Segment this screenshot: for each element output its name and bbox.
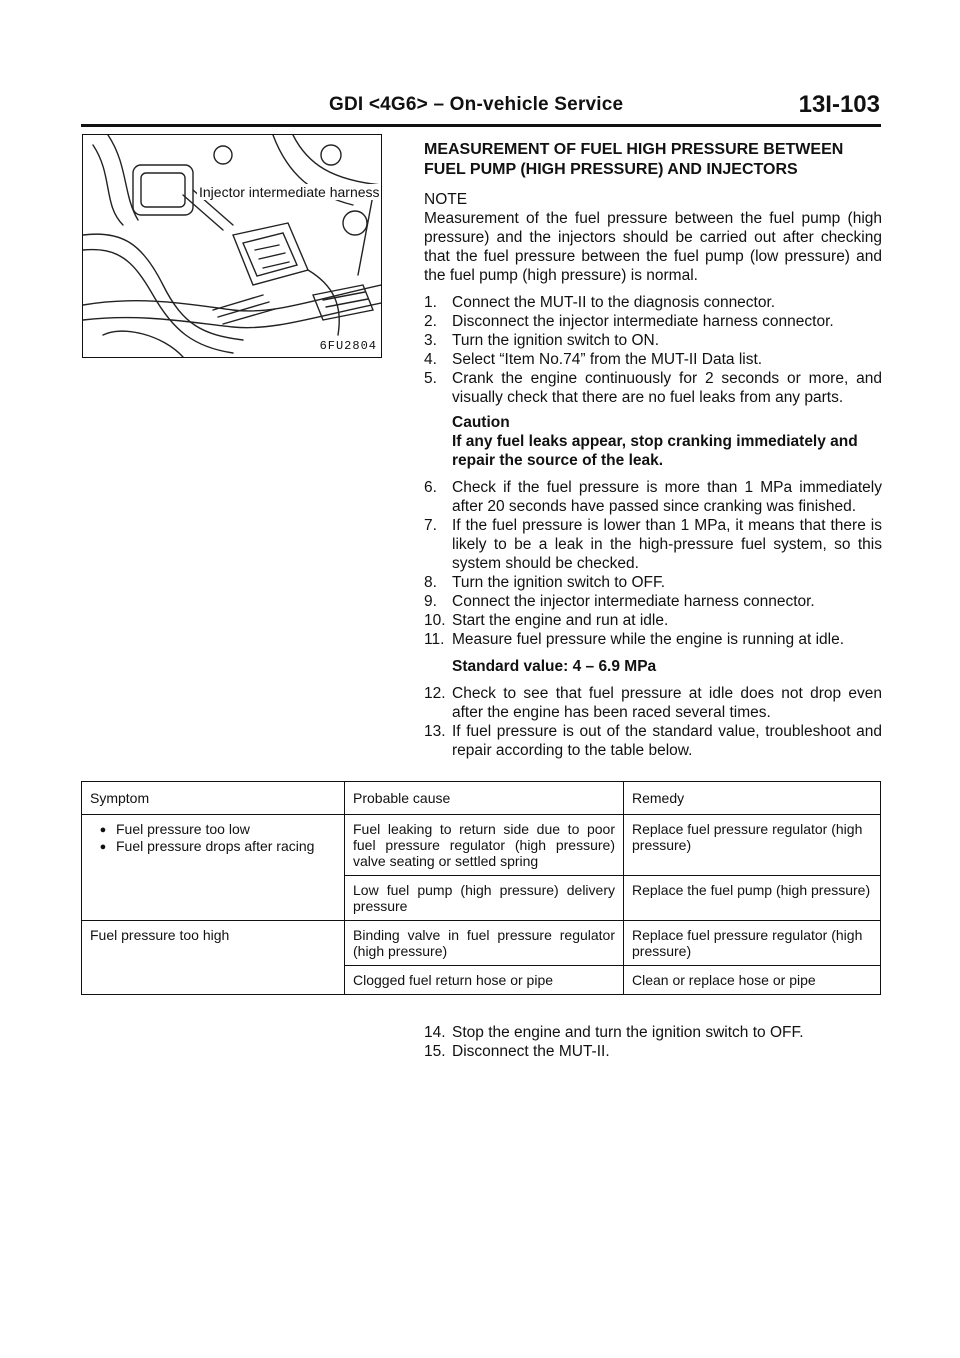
step-number: 14. — [424, 1024, 446, 1041]
step-item — [424, 369, 882, 407]
procedure-steps — [424, 293, 882, 407]
caution-block — [452, 413, 882, 470]
procedure-steps-continued — [424, 478, 882, 649]
step-item — [424, 478, 882, 516]
table-row — [82, 921, 881, 966]
step-text: Turn the ignition switch to ON. — [452, 332, 660, 349]
symptom-item — [90, 838, 336, 855]
note-label: NOTE — [424, 191, 468, 208]
cause-cell: Binding valve in fuel pressure regulator (high pressure) — [345, 921, 624, 966]
step-number: 8. — [424, 574, 437, 591]
standard-value: Standard value: 4 – 6.9 MPa — [452, 658, 657, 675]
procedure-column — [424, 140, 882, 760]
procedure-steps-closing — [424, 1023, 882, 1061]
figure-callout-label: Injector intermediate harness — [199, 184, 380, 200]
step-item — [424, 516, 882, 573]
remedy-cell: Clean or replace hose or pipe — [624, 966, 881, 995]
step-item — [424, 293, 882, 312]
symptom-item — [90, 821, 336, 838]
caution-text: If any fuel leaks appear, stop cranking immediately and repair the source of the leak. — [452, 433, 858, 469]
step-item — [424, 630, 882, 649]
step-text: Measure fuel pressure while the engine is running at idle. — [452, 631, 845, 648]
step-item — [424, 722, 882, 760]
figure-code: 6FU2804 — [319, 339, 377, 353]
step-number: 5. — [424, 370, 437, 387]
step-number: 6. — [424, 479, 437, 496]
table-header-symptom: Symptom — [82, 782, 345, 815]
symptom-text: Fuel pressure drops after racing — [116, 838, 315, 854]
step-text: Connect the MUT-II to the diagnosis connector. — [452, 294, 776, 311]
step-number: 1. — [424, 294, 437, 311]
troubleshooting-table — [81, 781, 881, 995]
table-header-row — [82, 782, 881, 815]
section-heading — [424, 140, 882, 180]
section-heading-line2: FUEL PUMP (HIGH PRESSURE) AND INJECTORS — [424, 161, 798, 178]
step-number: 3. — [424, 332, 437, 349]
step-text: Start the engine and run at idle. — [452, 612, 669, 629]
section-heading-line1: MEASUREMENT OF FUEL HIGH PRESSURE BETWEEN — [424, 141, 844, 158]
step-number: 4. — [424, 351, 437, 368]
engine-bay-drawing — [83, 135, 381, 357]
cause-cell: Low fuel pump (high pressure) delivery pressure — [345, 876, 624, 921]
step-item — [424, 350, 882, 369]
closing-steps — [424, 1023, 882, 1061]
step-item — [424, 684, 882, 722]
bullet-icon: ● — [99, 841, 107, 853]
step-number: 9. — [424, 593, 437, 610]
step-text: Connect the injector intermediate harness connector. — [452, 593, 815, 610]
caution-label: Caution — [452, 414, 510, 431]
step-item — [424, 592, 882, 611]
step-number: 12. — [424, 685, 446, 702]
step-text: If the fuel pressure is lower than 1 MPa, it means that there is likely to be a leak in the high-pressure fuel system, so this system should be checked. — [452, 517, 882, 572]
step-text: Turn the ignition switch to OFF. — [452, 574, 666, 591]
table-header-cause: Probable cause — [345, 782, 624, 815]
step-text: Stop the engine and turn the ignition switch to OFF. — [452, 1024, 804, 1041]
step-number: 7. — [424, 517, 437, 534]
step-item — [424, 312, 882, 331]
cause-cell: Fuel leaking to return side due to poor fuel pressure regulator (high pressure) valve seating or settled spring — [345, 815, 624, 876]
remedy-cell: Replace the fuel pump (high pressure) — [624, 876, 881, 921]
step-text: Select “Item No.74” from the MUT-II Data list. — [452, 351, 763, 368]
note-text: Measurement of the fuel pressure between the fuel pump (high pressure) and the injectors should be carried out after checking that the fuel pressure between the fuel pump (low pressure) and the fuel pump (high pressure) is normal. — [424, 210, 882, 284]
page-header-title: GDI <4G6> – On-vehicle Service — [329, 94, 624, 115]
table-row — [82, 815, 881, 876]
step-number: 10. — [424, 612, 446, 629]
procedure-steps-final — [424, 684, 882, 760]
symptom-cell: Fuel pressure too high — [82, 921, 345, 995]
remedy-cell: Replace fuel pressure regulator (high pressure) — [624, 921, 881, 966]
step-text: Disconnect the MUT-II. — [452, 1043, 610, 1060]
step-text: Check to see that fuel pressure at idle does not drop even after the engine has been raced several times. — [452, 685, 882, 721]
step-text: Crank the engine continuously for 2 seconds or more, and visually check that there are no fuel leaks from any parts. — [452, 370, 882, 406]
table-header-remedy: Remedy — [624, 782, 881, 815]
step-item — [424, 573, 882, 592]
bullet-icon: ● — [99, 824, 107, 836]
step-number: 15. — [424, 1043, 446, 1060]
remedy-cell: Replace fuel pressure regulator (high pressure) — [624, 815, 881, 876]
cause-cell: Clogged fuel return hose or pipe — [345, 966, 624, 995]
engine-bay-illustration — [82, 134, 382, 358]
step-number: 13. — [424, 723, 446, 740]
step-text: If fuel pressure is out of the standard value, troubleshoot and repair according to the table below. — [452, 723, 882, 759]
symptom-text: Fuel pressure too low — [116, 821, 250, 837]
step-number: 2. — [424, 313, 437, 330]
page-number: 13I-103 — [798, 91, 880, 118]
step-item — [424, 1042, 882, 1061]
step-number: 11. — [424, 631, 445, 648]
step-item — [424, 331, 882, 350]
step-item — [424, 1023, 882, 1042]
symptom-cell — [82, 815, 345, 921]
step-item — [424, 611, 882, 630]
header-rule — [81, 124, 881, 127]
step-text: Disconnect the injector intermediate harness connector. — [452, 313, 834, 330]
step-text: Check if the fuel pressure is more than 1 MPa immediately after 20 seconds have passed since cranking was finished. — [452, 479, 882, 515]
